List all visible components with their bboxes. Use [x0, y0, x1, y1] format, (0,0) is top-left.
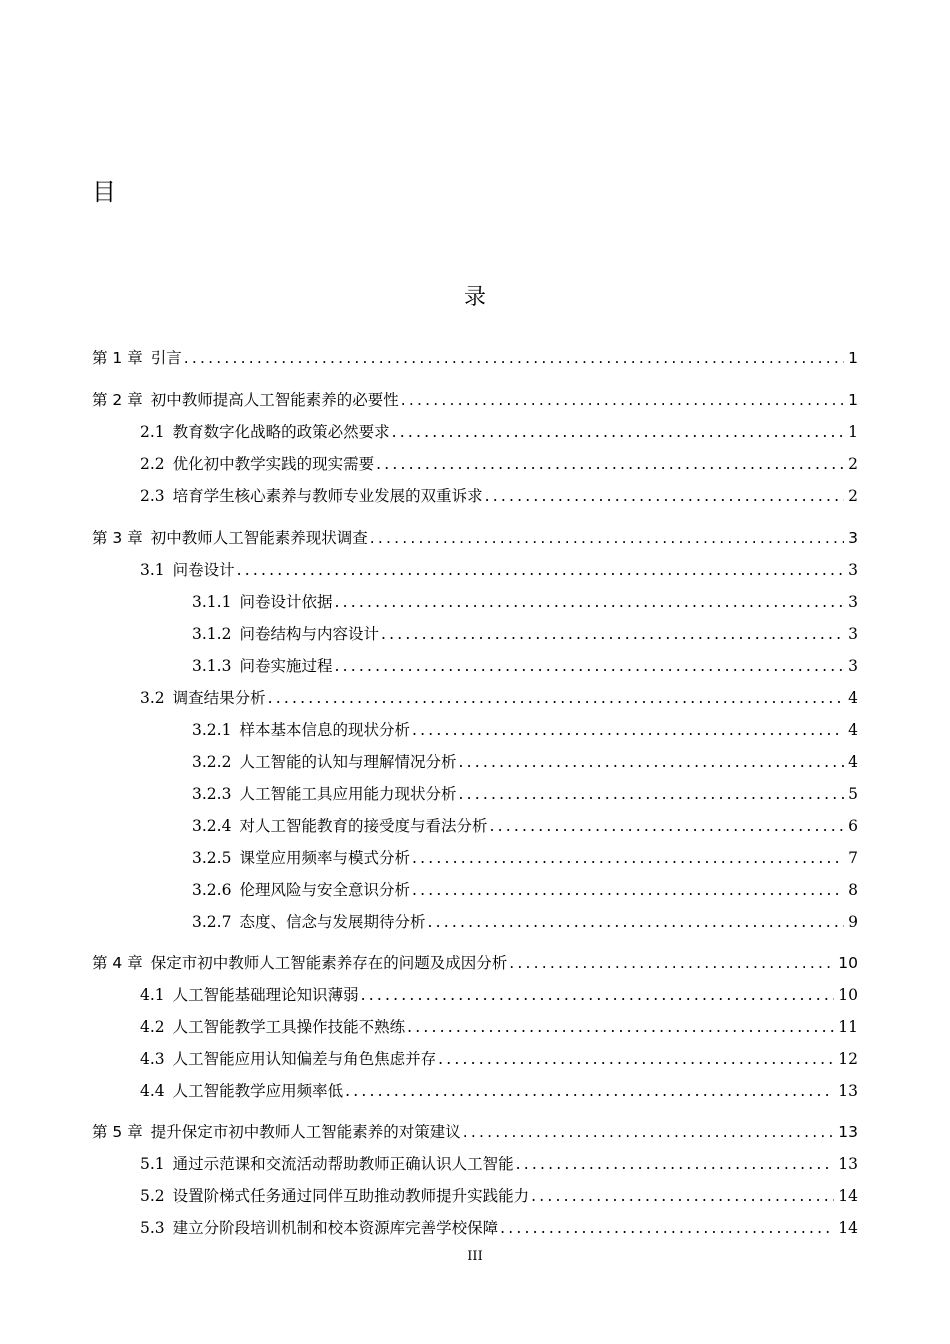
toc-entry[interactable]: [140, 485, 858, 507]
toc-entry-page: 4: [848, 721, 858, 739]
toc-entry-page: 9: [848, 913, 858, 931]
toc-entry-title: 人工智能基础理论知识薄弱: [172, 986, 359, 1004]
toc-entry-number: 3.1.1: [192, 593, 232, 611]
toc-dot-leader: [458, 751, 844, 773]
toc-dot-leader: [500, 1217, 834, 1239]
toc-entry-page: 13: [838, 1155, 858, 1173]
toc-entry[interactable]: [140, 1080, 858, 1102]
toc-entry-number: 3.2.4: [192, 817, 232, 835]
toc-dot-leader: [438, 1048, 834, 1070]
toc-dot-leader: [334, 655, 844, 677]
toc-entry-number: 3.2.1: [192, 721, 232, 739]
toc-entry-number: 3.2.3: [192, 785, 232, 803]
toc-entry-number: 5.3: [140, 1219, 165, 1237]
toc-dot-leader: [485, 485, 844, 507]
toc-entry-page: 12: [838, 1050, 858, 1068]
toc-entry[interactable]: [92, 389, 858, 411]
toc-entry[interactable]: [140, 1016, 858, 1038]
toc-entry-page: 13: [838, 1082, 858, 1100]
toc-entry[interactable]: [192, 911, 858, 933]
toc-entry[interactable]: [140, 1153, 858, 1175]
toc-entry-page: 11: [838, 1018, 858, 1036]
toc-entry[interactable]: [192, 655, 858, 677]
toc-entry[interactable]: [140, 453, 858, 475]
toc-entry-title: 课堂应用频率与模式分析: [239, 849, 410, 867]
toc-entry-page: 2: [848, 487, 858, 505]
toc-entry[interactable]: [140, 984, 858, 1006]
toc-dot-leader: [345, 1080, 834, 1102]
toc-entry-number: 第 5 章: [92, 1123, 143, 1141]
toc-entry-title: 人工智能教学应用频率低: [172, 1082, 344, 1100]
toc-entry[interactable]: [192, 719, 858, 741]
toc-entry-title: 人工智能工具应用能力现状分析: [239, 785, 457, 803]
toc-entry-page: 10: [838, 954, 858, 972]
toc-entry-title: 提升保定市初中教师人工智能素养的对策建议: [150, 1123, 461, 1141]
toc-dot-leader: [407, 1016, 834, 1038]
toc-entry-title: 态度、信念与发展期待分析: [239, 913, 426, 931]
toc-entry-title: 人工智能应用认知偏差与角色焦虑并存: [172, 1050, 437, 1068]
toc-entry[interactable]: [192, 815, 858, 837]
toc-entry-number: 第 4 章: [92, 954, 143, 972]
toc-entry-title: 人工智能的认知与理解情况分析: [239, 753, 457, 771]
toc-entry-title: 保定市初中教师人工智能素养存在的问题及成因分析: [150, 954, 508, 972]
toc-entry-title: 建立分阶段培训机制和校本资源库完善学校保障: [172, 1219, 499, 1237]
page-number-footer: III: [467, 1249, 483, 1264]
toc-entry-page: 1: [848, 423, 858, 441]
toc-entry[interactable]: [140, 1048, 858, 1070]
toc-entry-page: 1: [848, 349, 858, 367]
toc-entry-page: 3: [848, 561, 858, 579]
toc-entry-number: 第 3 章: [92, 529, 143, 547]
toc-entry-number: 2.1: [140, 423, 165, 441]
toc-entry-number: 3.2.2: [192, 753, 232, 771]
toc-dot-leader: [184, 347, 844, 369]
toc-dot-leader: [361, 984, 835, 1006]
toc-entry-page: 4: [848, 753, 858, 771]
toc-dot-leader: [334, 591, 844, 613]
toc-entry-page: 2: [848, 455, 858, 473]
toc-entry[interactable]: [92, 527, 858, 549]
toc-entry-number: 2.2: [140, 455, 165, 473]
toc-entry-page: 4: [848, 689, 858, 707]
toc-dot-leader: [489, 815, 844, 837]
toc-entry[interactable]: [92, 1121, 858, 1143]
toc-dot-leader: [392, 421, 844, 443]
toc-dot-leader: [412, 719, 844, 741]
toc-entry-title: 问卷设计依据: [239, 593, 333, 611]
toc-entry-number: 4.1: [140, 986, 165, 1004]
toc-dot-leader: [381, 623, 844, 645]
toc-entry-title: 通过示范课和交流活动帮助教师正确认识人工智能: [172, 1155, 514, 1173]
toc-entry-number: 3.2.7: [192, 913, 232, 931]
toc-entry-title: 样本基本信息的现状分析: [239, 721, 410, 739]
toc-entry[interactable]: [192, 783, 858, 805]
toc-entry-title: 培育学生核心素养与教师专业发展的双重诉求: [172, 487, 483, 505]
toc-entry-number: 3.2.6: [192, 881, 232, 899]
toc-dot-leader: [509, 952, 834, 974]
toc-entry-title: 伦理风险与安全意识分析: [239, 881, 410, 899]
toc-entry-title: 教育数字化战略的政策必然要求: [172, 423, 390, 441]
toc-title-left-char: 目: [92, 178, 116, 206]
toc-entry-title: 优化初中教学实践的现实需要: [172, 455, 375, 473]
toc-entry[interactable]: [140, 1185, 858, 1207]
toc-entry[interactable]: [140, 559, 858, 581]
toc-entry-title: 问卷实施过程: [239, 657, 333, 675]
toc-entry[interactable]: [140, 687, 858, 709]
toc-dot-leader: [370, 527, 844, 549]
toc-entry-page: 13: [838, 1123, 858, 1141]
toc-entry[interactable]: [192, 623, 858, 645]
toc-entry-title: 初中教师提高人工智能素养的必要性: [150, 391, 399, 409]
toc-entry-page: 5: [848, 785, 858, 803]
toc-entry-page: 8: [848, 881, 858, 899]
toc-entry-number: 3.2: [140, 689, 165, 707]
toc-entry-title: 问卷设计: [172, 561, 235, 579]
toc-entry-page: 1: [848, 391, 858, 409]
toc-entry-page: 10: [838, 986, 858, 1004]
toc-entry-number: 第 1 章: [92, 349, 143, 367]
toc-dot-leader: [237, 559, 844, 581]
toc-entry-number: 4.2: [140, 1018, 165, 1036]
toc-entry[interactable]: [92, 347, 858, 369]
toc-entry-number: 2.3: [140, 487, 165, 505]
toc-entry[interactable]: [192, 591, 858, 613]
toc-entry-number: 5.1: [140, 1155, 165, 1173]
toc-entry-page: 3: [848, 657, 858, 675]
toc-dot-leader: [401, 389, 844, 411]
toc-entry-number: 3.2.5: [192, 849, 232, 867]
toc-entry-page: 6: [848, 817, 858, 835]
toc-entry-page: 7: [848, 849, 858, 867]
toc-dot-leader: [531, 1185, 834, 1207]
toc-entry[interactable]: [192, 751, 858, 773]
toc-entry-number: 3.1.3: [192, 657, 232, 675]
toc-dot-leader: [268, 687, 844, 709]
toc-dot-leader: [516, 1153, 835, 1175]
toc-entry-number: 4.4: [140, 1082, 165, 1100]
toc-dot-leader: [458, 783, 844, 805]
toc-entry-title: 设置阶梯式任务通过同伴互助推动教师提升实践能力: [172, 1187, 530, 1205]
toc-dot-leader: [427, 911, 844, 933]
toc-entry[interactable]: [140, 1217, 858, 1239]
toc-entry-title: 人工智能教学工具操作技能不熟练: [172, 1018, 406, 1036]
toc-entry-number: 5.2: [140, 1187, 165, 1205]
toc-entry[interactable]: [192, 879, 858, 901]
toc-entry-number: 3.1: [140, 561, 165, 579]
toc-entry-title: 调查结果分析: [172, 689, 266, 707]
toc-entry-page: 3: [848, 593, 858, 611]
toc-entry-title: 问卷结构与内容设计: [239, 625, 379, 643]
toc-dot-leader: [412, 847, 844, 869]
toc-entry-number: 3.1.2: [192, 625, 232, 643]
toc-dot-leader: [412, 879, 844, 901]
toc-entry-page: 14: [838, 1187, 858, 1205]
toc-entry-number: 第 2 章: [92, 391, 143, 409]
toc-entry-title: 初中教师人工智能素养现状调查: [150, 529, 368, 547]
toc-entry[interactable]: [192, 847, 858, 869]
toc-dot-leader: [376, 453, 844, 475]
toc-entry-title: 引言: [150, 349, 182, 367]
toc-entry[interactable]: [92, 952, 858, 974]
toc-entry-page: 3: [848, 529, 858, 547]
toc-entry-number: 4.3: [140, 1050, 165, 1068]
toc-entry-title: 对人工智能教育的接受度与看法分析: [239, 817, 488, 835]
toc-entry-page: 14: [838, 1219, 858, 1237]
toc-dot-leader: [463, 1121, 835, 1143]
toc-title-center-char: 录: [463, 285, 486, 310]
toc-entry-page: 3: [848, 625, 858, 643]
toc-entry[interactable]: [140, 421, 858, 443]
